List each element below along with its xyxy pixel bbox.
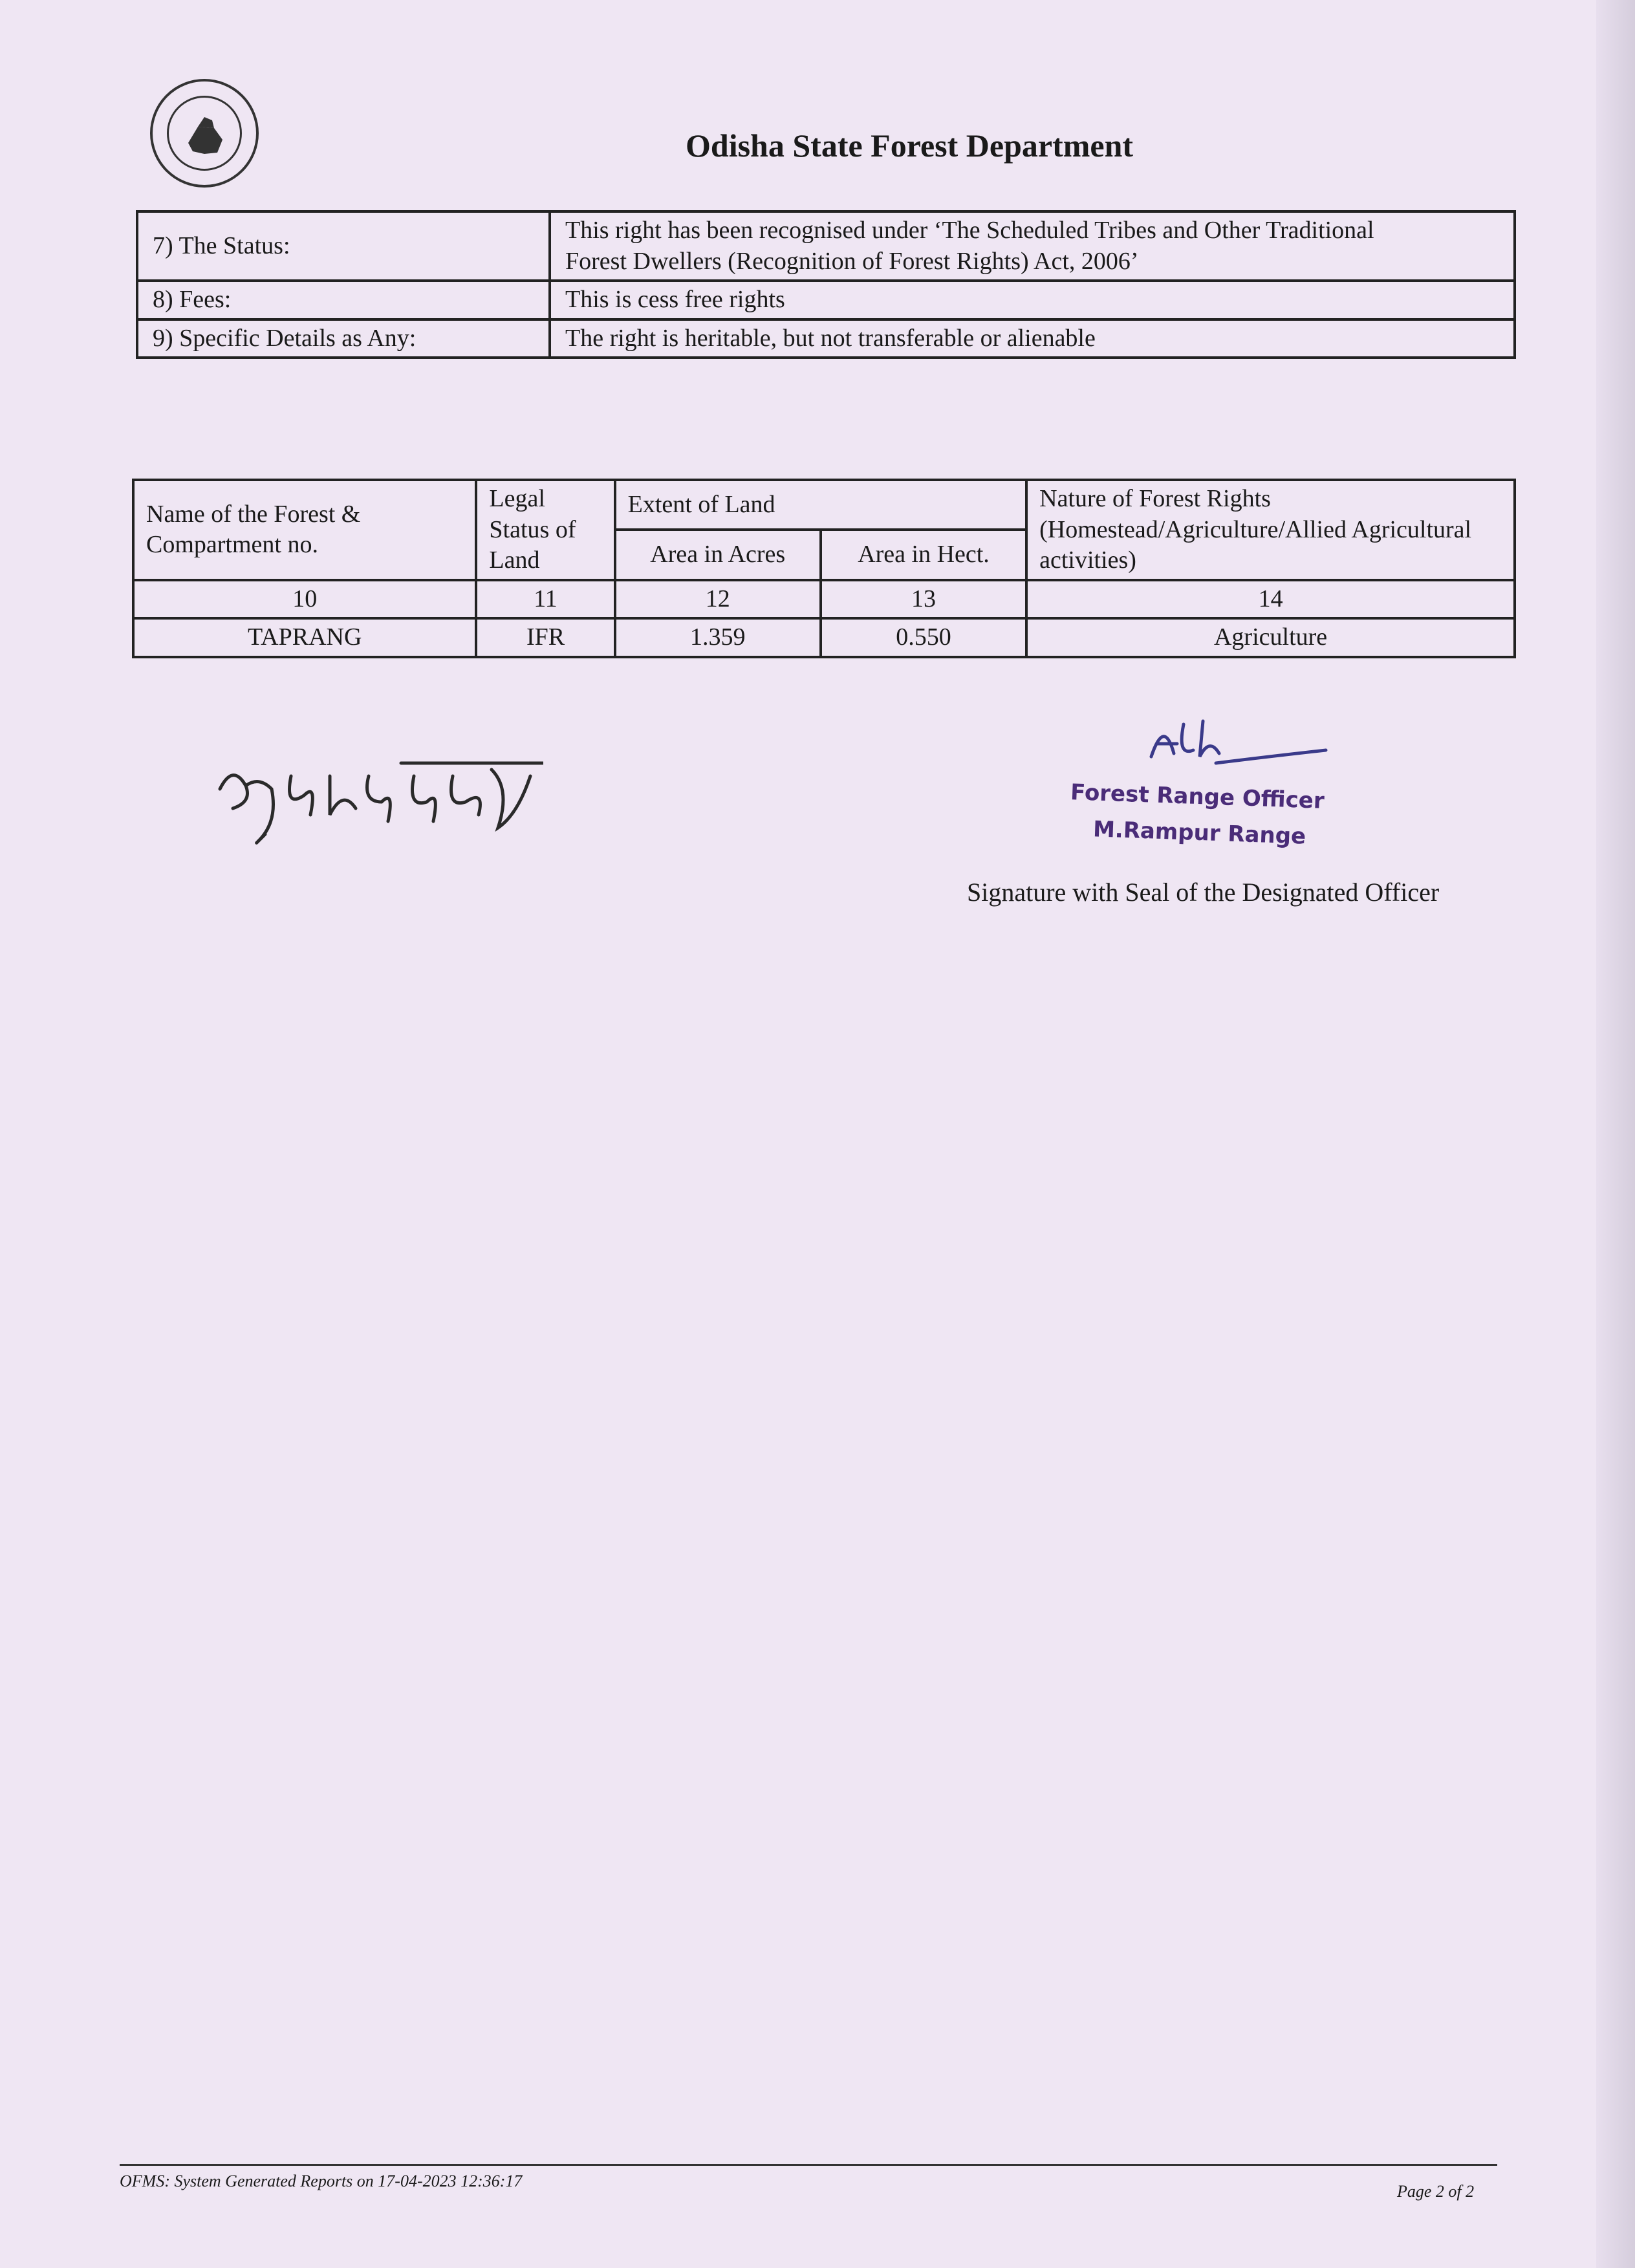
officer-signature	[1138, 711, 1332, 783]
footer-page-number: Page 2 of 2	[1397, 2182, 1475, 2201]
table-row	[133, 618, 1515, 657]
area-hect-cell: 0.550	[821, 618, 1026, 657]
column-number: 13	[821, 580, 1026, 619]
column-number: 12	[615, 580, 821, 619]
table-row	[137, 319, 1515, 358]
stamp-range-name: M.Rampur Range	[1092, 816, 1306, 850]
footer-divider	[120, 2164, 1497, 2166]
column-number: 11	[476, 580, 614, 619]
legal-status-cell: IFR	[476, 618, 614, 657]
table-row	[137, 211, 1515, 281]
handwritten-signature	[207, 750, 543, 854]
status-value-line-2: Forest Dwellers (Recognition of Forest Rights) Act, 2006’	[565, 247, 1139, 275]
table-header-row	[133, 480, 1515, 530]
status-table	[136, 210, 1516, 359]
header-forest-name: Name of the Forest & Compartment no.	[133, 480, 476, 580]
fees-label: 8) Fees:	[137, 281, 550, 319]
specific-details-value: The right is heritable, but not transferable or alienable	[550, 319, 1515, 358]
specific-details-label: 9) Specific Details as Any:	[137, 319, 550, 358]
fees-value: This is cess free rights	[550, 281, 1515, 319]
status-value-line-1: This right has been recognised under ‘The Scheduled Tribes and Other Traditional	[565, 217, 1374, 244]
table-row	[137, 281, 1515, 319]
stamp-officer-title: Forest Range Officer	[1070, 779, 1325, 814]
land-details-table	[132, 479, 1516, 658]
nature-cell: Agriculture	[1026, 618, 1515, 657]
paper-edge	[1596, 0, 1635, 2268]
footer-generated-text: OFMS: System Generated Reports on 17-04-2023 12:36:17	[120, 2172, 523, 2190]
header-extent-of-land: Extent of Land	[615, 480, 1027, 530]
column-number-row	[133, 580, 1515, 619]
header-area-hect: Area in Hect.	[821, 530, 1026, 579]
emblem-figure	[153, 81, 256, 185]
header-legal-status: Legal Status of Land	[476, 480, 614, 580]
page-title: Odisha State Forest Department	[686, 127, 1134, 164]
header-area-acres: Area in Acres	[615, 530, 821, 579]
forest-name-cell: TAPRANG	[133, 618, 476, 657]
column-number: 14	[1026, 580, 1515, 619]
header-nature-of-rights: Nature of Forest Rights (Homestead/Agriculture/Allied Agricultural activities)	[1026, 480, 1515, 580]
odisha-emblem-icon	[150, 79, 259, 188]
column-number: 10	[133, 580, 476, 619]
designated-officer-label: Signature with Seal of the Designated Officer	[967, 878, 1440, 907]
status-value	[550, 211, 1515, 281]
area-acres-cell: 1.359	[615, 618, 821, 657]
status-label: 7) The Status:	[137, 211, 550, 281]
